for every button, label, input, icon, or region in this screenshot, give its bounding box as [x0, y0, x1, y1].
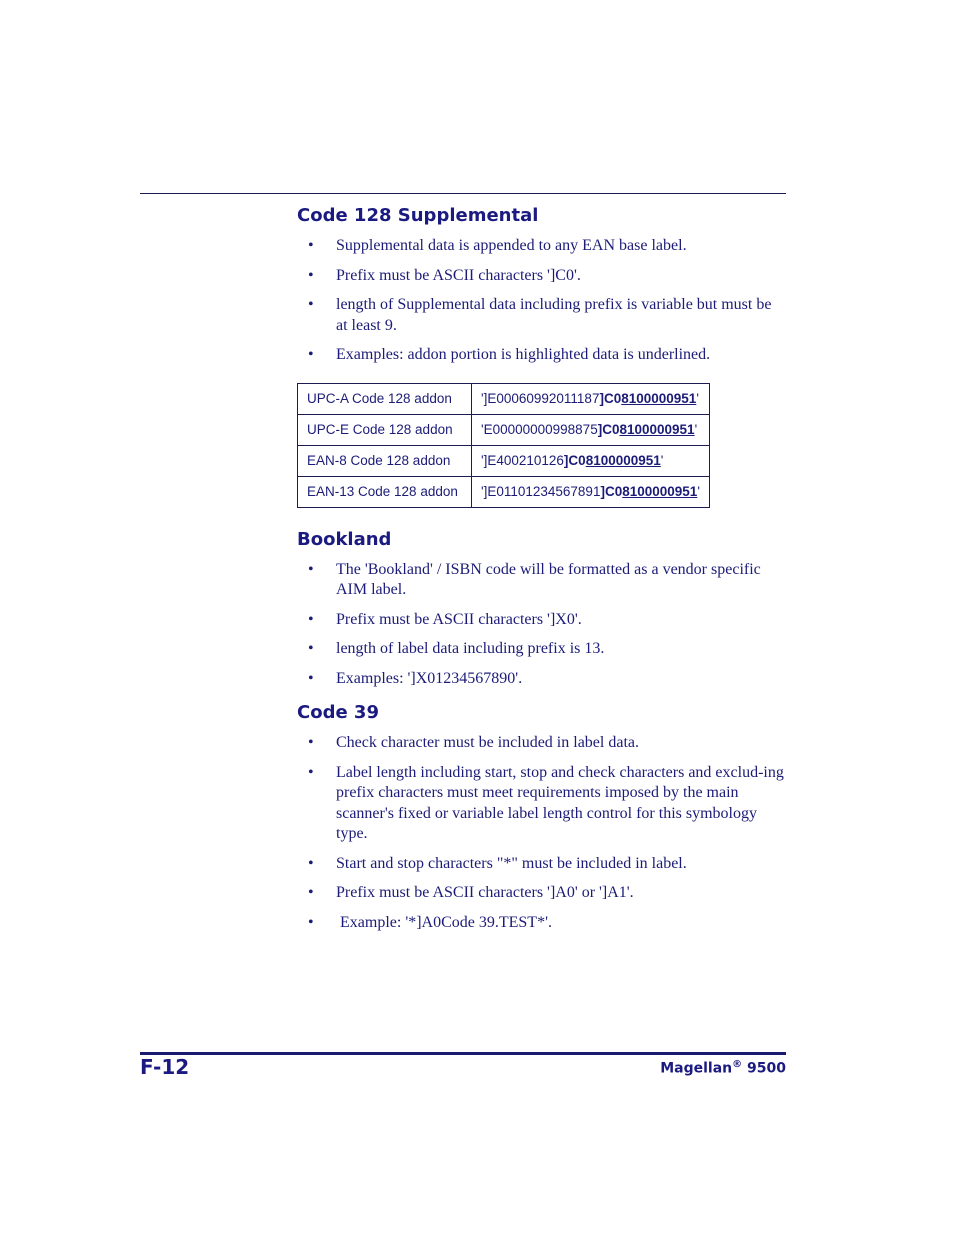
list-item: • Check character must be included in label data. — [297, 733, 786, 754]
bullet-list — [297, 236, 786, 366]
bullet-list — [297, 733, 786, 933]
table-cell-example: ']E400210126]C08100000951' — [472, 445, 710, 476]
list-item: • Supplemental data is appended to any EAN base label. — [297, 236, 786, 257]
list-item: • length of label data including prefix is 13. — [297, 639, 786, 660]
list-item: • Example: '*]A0Code 39.TEST*'. — [297, 913, 786, 934]
table-cell-label: EAN-8 Code 128 addon — [298, 445, 472, 476]
list-item: • Examples: ']X01234567890'. — [297, 669, 786, 690]
bullet-icon: • — [308, 346, 314, 363]
bullet-icon: • — [308, 610, 314, 628]
bullet-icon: • — [308, 266, 314, 284]
list-item: • length of Supplemental data including prefix is variable but must be at least 9. — [308, 296, 772, 334]
table-cell-label: UPC-E Code 128 addon — [298, 414, 472, 445]
bullet-icon: • — [308, 763, 314, 781]
table-cell-example: ']E01101234567891]C08100000951' — [472, 476, 710, 507]
table-cell-example: ']E00060992011187]C08100000951' — [472, 383, 710, 414]
section-bookland — [297, 528, 786, 690]
bullet-icon: • — [308, 560, 314, 578]
section-title: Code 39 — [297, 702, 379, 723]
bullet-icon: • — [308, 913, 314, 931]
bullet-icon: • — [308, 854, 314, 872]
list-item: • Label length including start, stop and check characters and exclud-ing prefix characters must meet requirements imposed by the main scanner's fixed or variable label length control for this symbology type. — [308, 763, 784, 842]
table-cell-label: UPC-A Code 128 addon — [298, 383, 472, 414]
bullet-icon: • — [308, 884, 314, 901]
bullet-list — [297, 560, 786, 690]
list-item: • Prefix must be ASCII characters ']C0'. — [297, 266, 786, 287]
table-row — [298, 476, 710, 507]
table-row — [298, 445, 710, 476]
section-code39 — [297, 701, 786, 933]
list-item: • Start and stop characters "*" must be included in label. — [297, 854, 786, 875]
section-code128 — [297, 204, 786, 508]
header-rule — [140, 193, 786, 194]
bullet-icon: • — [308, 669, 314, 687]
list-item: • Prefix must be ASCII characters ']X0'. — [297, 610, 786, 631]
registered-mark: ® — [732, 1059, 743, 1070]
bullet-icon: • — [308, 640, 314, 657]
section-title: Code 128 Supplemental — [297, 205, 539, 226]
list-item: • Examples: addon portion is highlighted data is underlined. — [297, 345, 786, 366]
bullet-icon: • — [308, 237, 314, 254]
page-number: F-12 — [140, 1055, 190, 1079]
table-cell-example: 'E00000000998875]C08100000951' — [472, 414, 710, 445]
table-row — [298, 414, 710, 445]
section-title: Bookland — [297, 528, 392, 550]
examples-table — [297, 383, 710, 508]
list-item: • Prefix must be ASCII characters ']A0' or ']A1'. — [297, 883, 786, 904]
table-cell-label: EAN-13 Code 128 addon — [298, 476, 472, 507]
list-item: • The 'Bookland' / ISBN code will be formatted as a vendor specific AIM label. — [308, 560, 761, 598]
page-content — [297, 204, 786, 942]
footer-rule — [140, 1052, 786, 1055]
product-name: Magellan® 9500 — [660, 1059, 786, 1077]
bullet-icon: • — [308, 296, 314, 313]
table-row — [298, 383, 710, 414]
bullet-icon: • — [308, 734, 314, 751]
